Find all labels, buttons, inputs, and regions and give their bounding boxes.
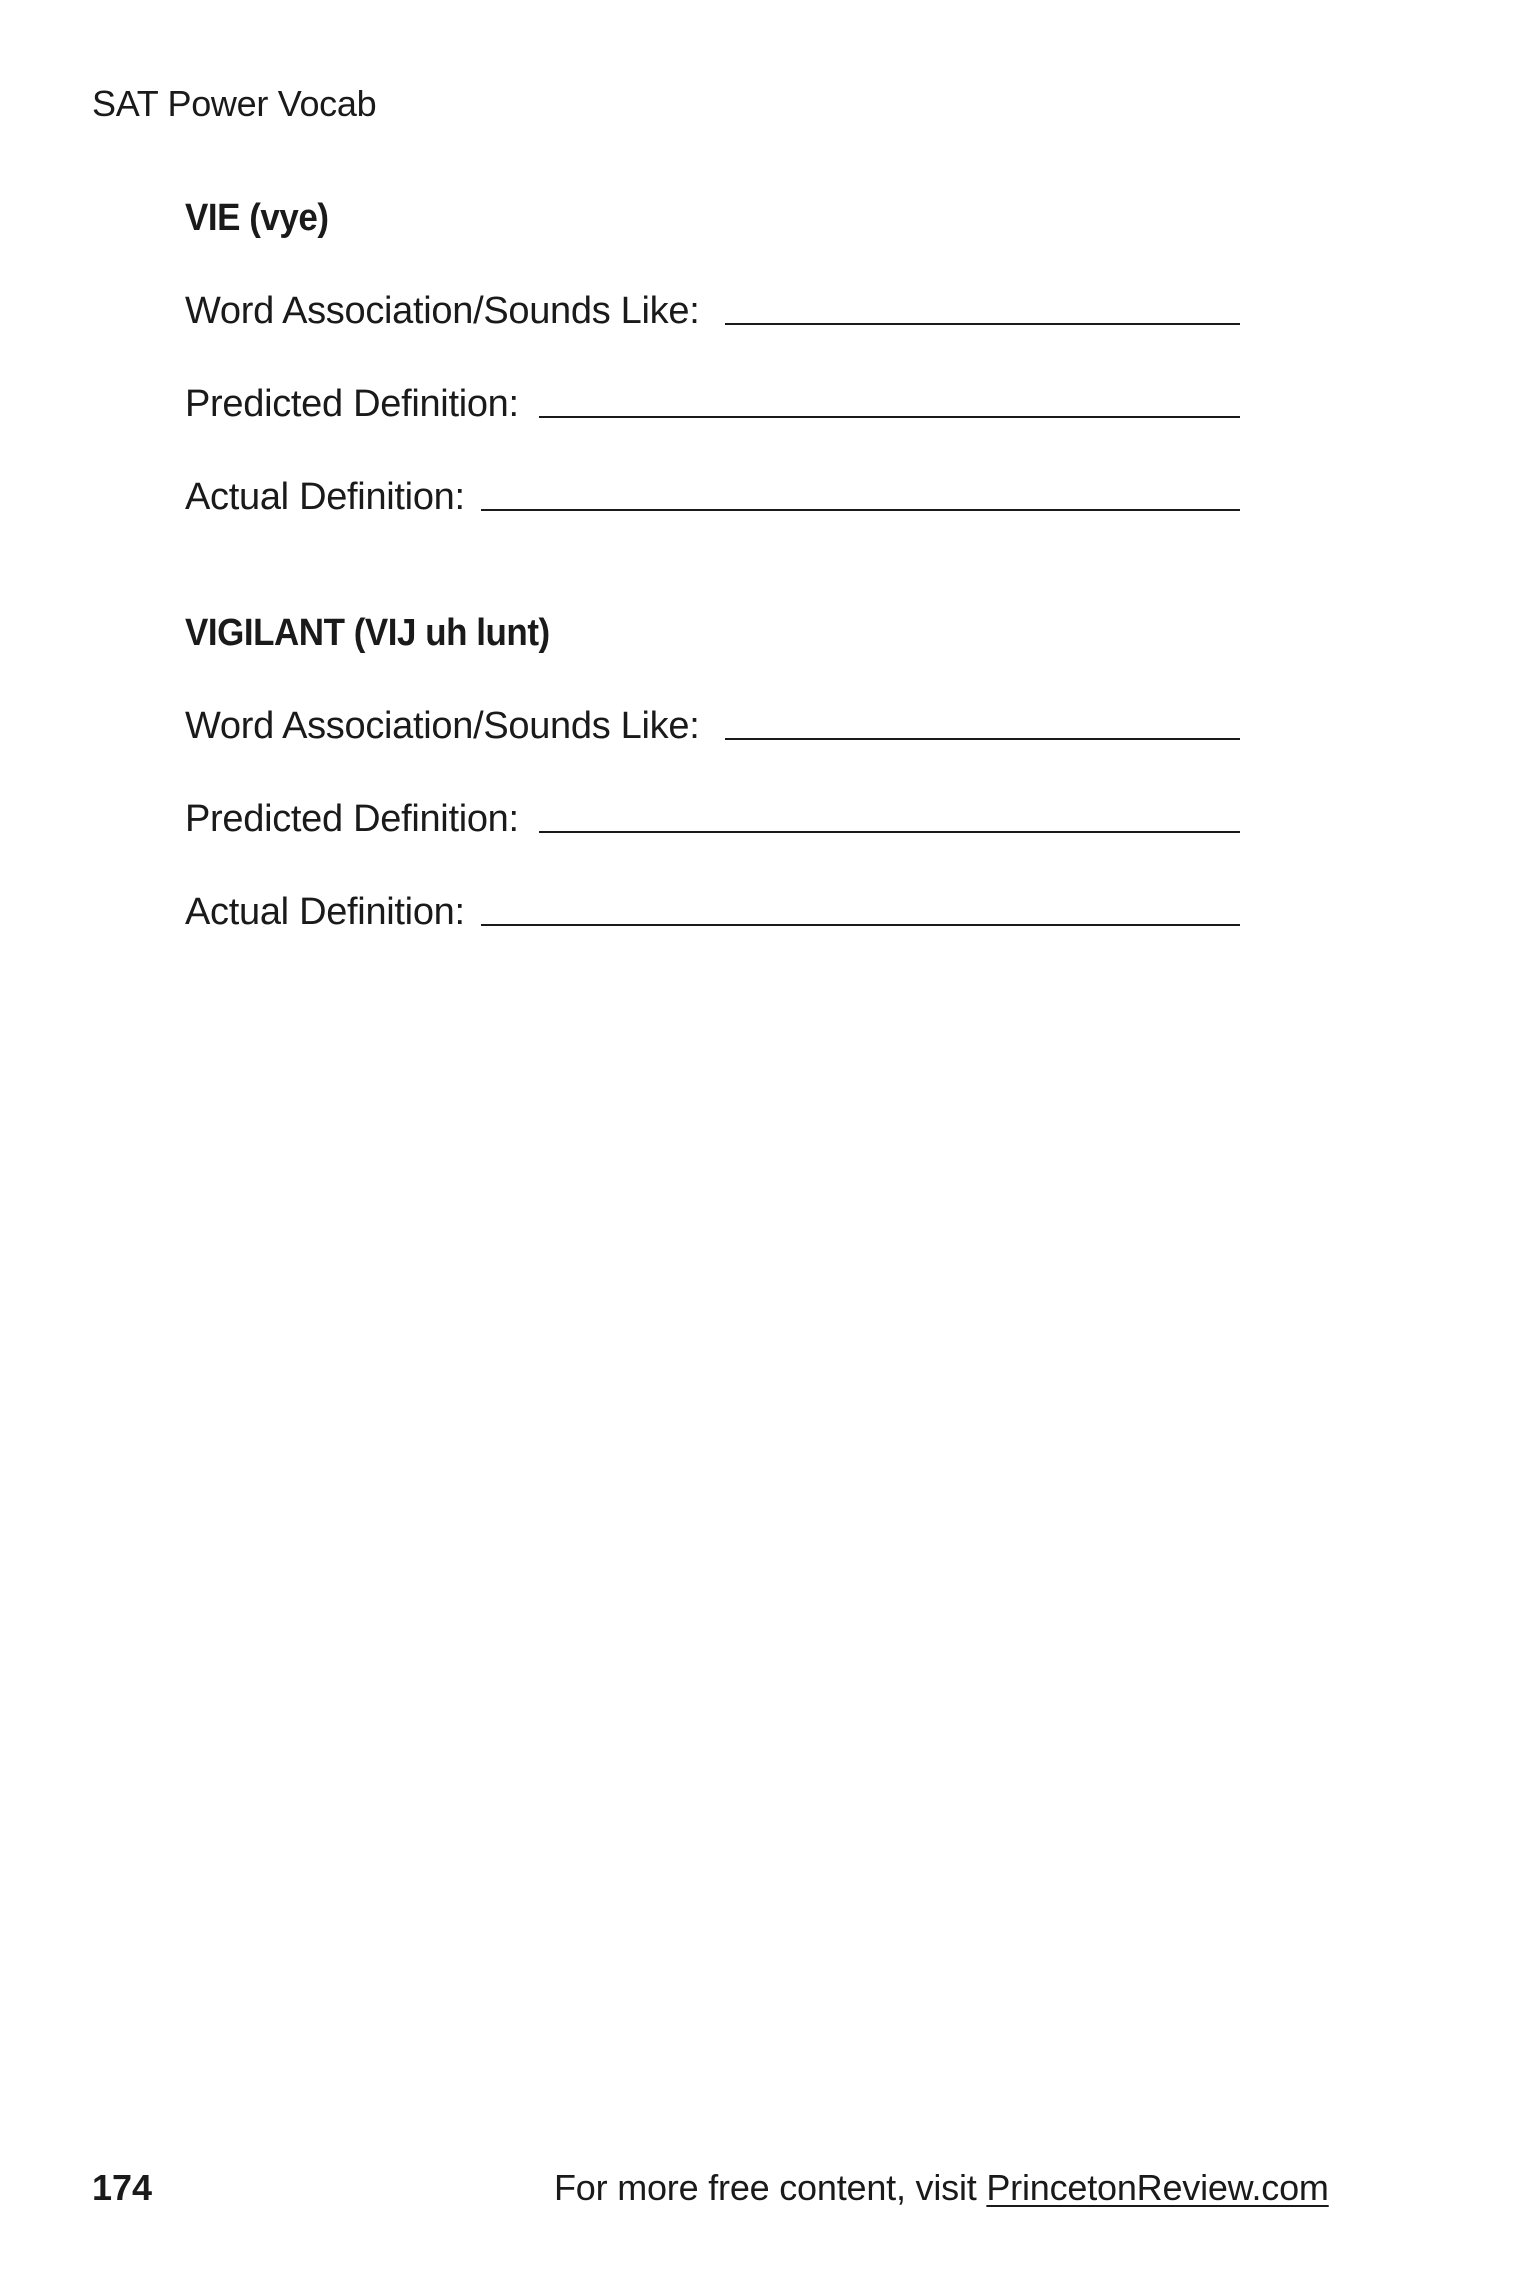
footer-note bbox=[554, 2160, 1329, 2216]
field-predicted-definition bbox=[185, 791, 1240, 847]
vocab-entry bbox=[185, 605, 1240, 940]
answer-blank-line[interactable] bbox=[481, 508, 1240, 511]
princeton-review-link[interactable]: PrincetonReview.com bbox=[986, 2167, 1329, 2208]
footer-note-text: For more free content, visit bbox=[554, 2167, 987, 2208]
page-number: 174 bbox=[92, 2167, 153, 2208]
field-actual-definition bbox=[185, 884, 1240, 940]
field-label: Predicted Definition: bbox=[185, 798, 519, 840]
field-actual-definition bbox=[185, 469, 1240, 525]
vocab-entry bbox=[185, 190, 1240, 525]
field-word-association bbox=[185, 283, 1240, 339]
field-label: Predicted Definition: bbox=[185, 383, 519, 425]
field-label: Word Association/Sounds Like: bbox=[185, 290, 700, 332]
field-label: Actual Definition: bbox=[185, 476, 465, 518]
answer-blank-line[interactable] bbox=[539, 415, 1240, 418]
field-word-association bbox=[185, 698, 1240, 754]
running-head: SAT Power Vocab bbox=[92, 83, 377, 124]
field-predicted-definition bbox=[185, 376, 1240, 432]
entry-headword: VIE (vye) bbox=[185, 197, 329, 239]
answer-blank-line[interactable] bbox=[725, 737, 1240, 740]
page-footer bbox=[92, 2160, 1329, 2216]
entry-headword: VIGILANT (VIJ uh lunt) bbox=[185, 612, 550, 654]
answer-blank-line[interactable] bbox=[725, 322, 1240, 325]
field-label: Word Association/Sounds Like: bbox=[185, 705, 700, 747]
answer-blank-line[interactable] bbox=[481, 923, 1240, 926]
answer-blank-line[interactable] bbox=[539, 830, 1240, 833]
field-label: Actual Definition: bbox=[185, 891, 465, 933]
